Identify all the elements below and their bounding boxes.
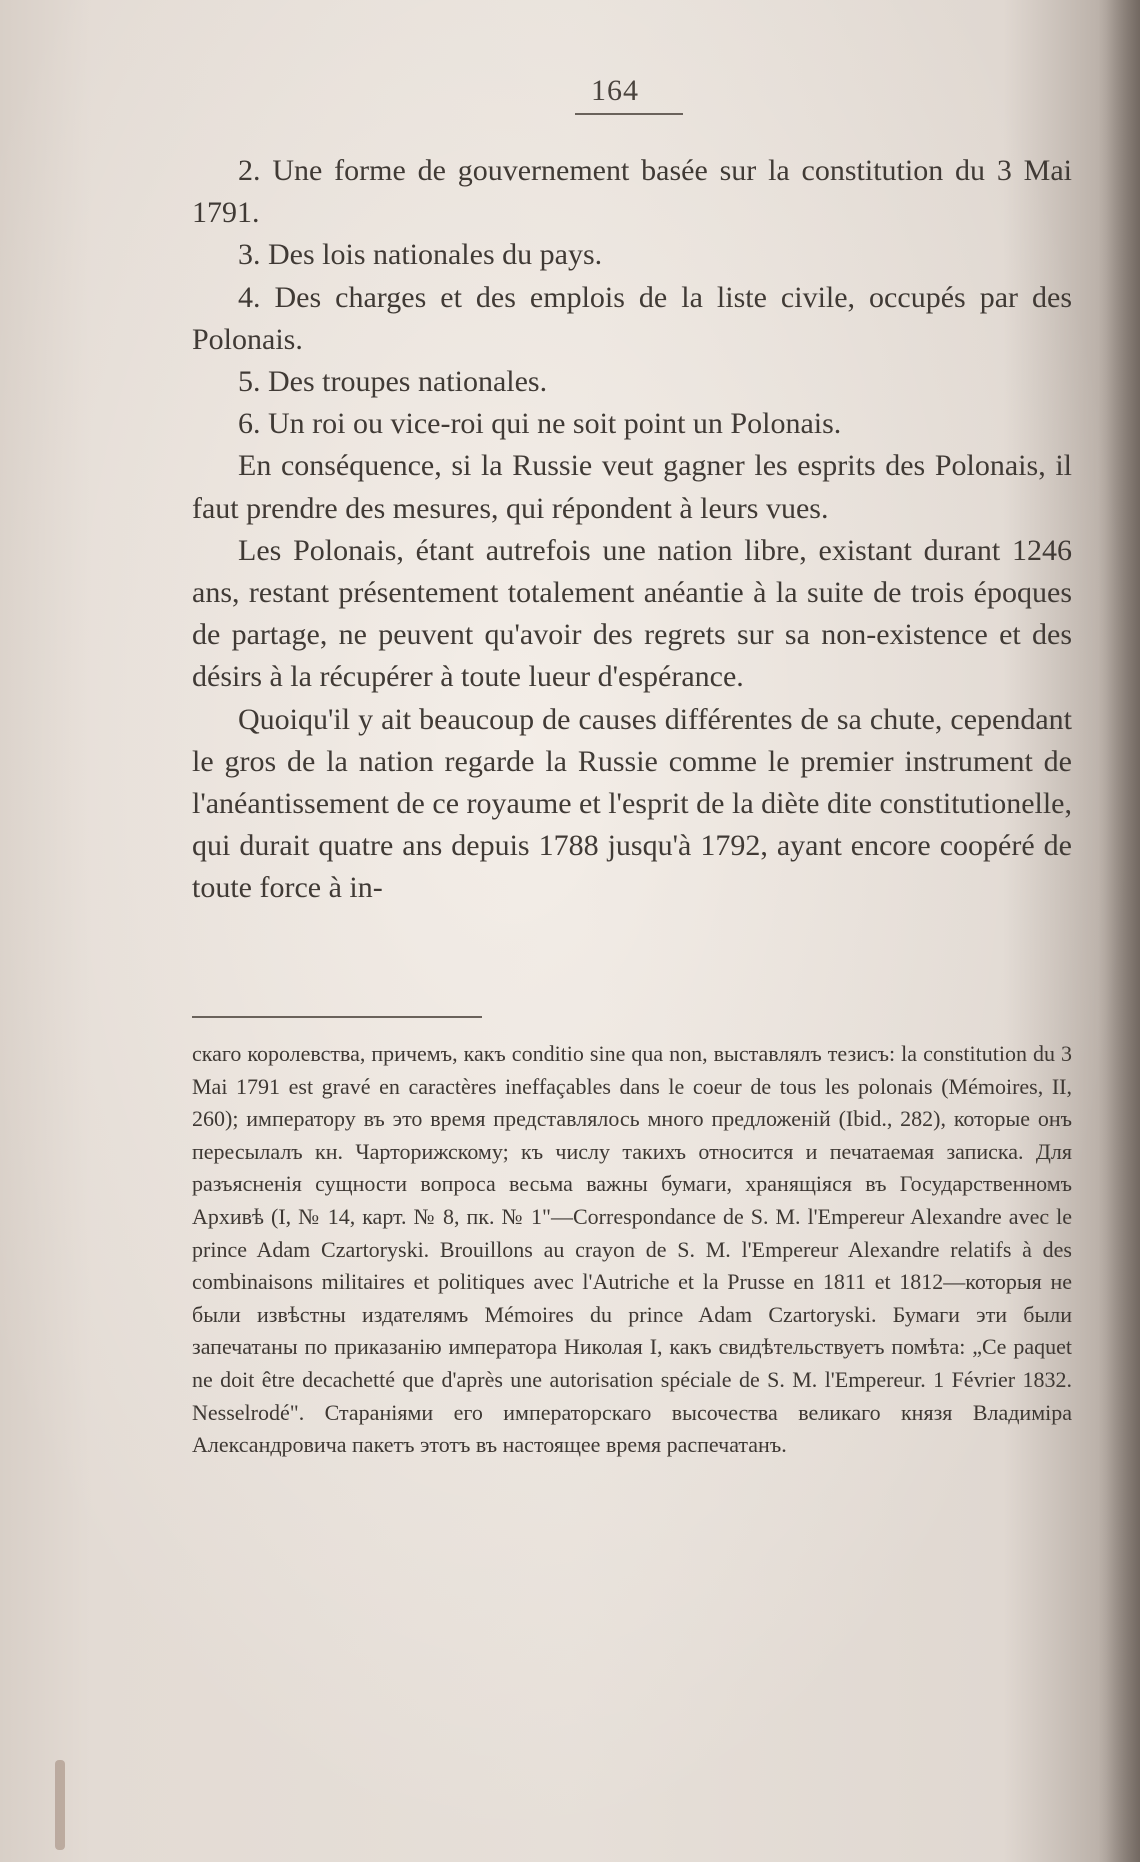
- paragraph-item-6: 6. Un roi ou vice-roi qui ne soit point un Polonais.: [238, 407, 842, 441]
- paragraph-item-3: 3. Des lois nationales du pays.: [238, 238, 603, 272]
- paragraph-item-2: 2. Une forme de gouvernement basée sur la constitution du 3 Mai 1791.: [192, 154, 1072, 230]
- footnote: [192, 1038, 1072, 1462]
- paragraph-item-5: 5. Des troupes nationales.: [238, 365, 548, 399]
- main-text: [192, 150, 1072, 910]
- binding-stain: [55, 1760, 65, 1850]
- footnote-rule: [192, 1016, 482, 1018]
- paragraph-consequence: En conséquence, si la Russie veut gagner les esprits des Polonais, il faut prendre des mesures, qui répondent à leurs vues.: [192, 449, 1072, 525]
- paragraph-polonais: Les Polonais, étant autrefois une nation libre, existant durant 1246 ans, restant présentement totalement anéantie à la suite de trois époques de partage, ne peuvent qu'avoir des regrets sur sa non-existence et des désirs à la récupérer à toute lueur d'espérance.: [192, 533, 1072, 694]
- page-edge-shadow: [1098, 0, 1140, 1862]
- footnote-text: скаго королевства, причемъ, какъ conditio sine qua non, выставлялъ тезисъ: la constitution du 3 Mai 1791 est gravé en caractères ineffaçables dans le coeur de tous les polonais (Mémoires, II, 260); императору въ это время представлялось много предложеній (Ibid., 282), которые онъ пересылалъ кн. Чарторижскому; къ числу такихъ относится и печатаемая записка. Для разъясненія сущности вопроса весьма важны бумаги, хранящіяся въ Государственномъ Архивѣ (I, № 14, карт. № 8, пк. № 1"—Correspondance de S. M. l'Empereur Alexandre avec le prince Adam Czartoryski. Brouillons au crayon de S. M. l'Empereur Alexandre relatifs à des combinaisons militaires et politiques avec l'Autriche et la Prusse en 1811 et 1812—которыя не были извѣстны издателямъ Mémoires du prince Adam Czartoryski. Бумаги эти были запечатаны по приказанію императора Николая I, какъ свидѣтельствуетъ помѣта: „Ce paquet ne doit être decachetté que d'après une autorisation spéciale de S. M. l'Empereur. 1 Février 1832. Nesselrodé". Стараніями его императорскаго высочества великаго князя Владиміра Александровича пакетъ этотъ въ настоящее время распечатанъ.: [192, 1041, 1072, 1458]
- page-number: 164: [591, 74, 639, 107]
- paragraph-item-4: 4. Des charges et des emplois de la liste civile, occupés par des Polonais.: [192, 280, 1072, 356]
- page-number-rule: [575, 113, 683, 115]
- paragraph-causes: Quoiqu'il y ait beaucoup de causes différentes de sa chute, cependant le gros de la nation regarde la Russie comme le premier instrument de l'anéantissement de ce royaume et l'esprit de la diète dite constitutionelle, qui durait quatre ans depuis 1788 jusqu'à 1792, ayant encore coopéré de toute force à in-: [192, 702, 1072, 905]
